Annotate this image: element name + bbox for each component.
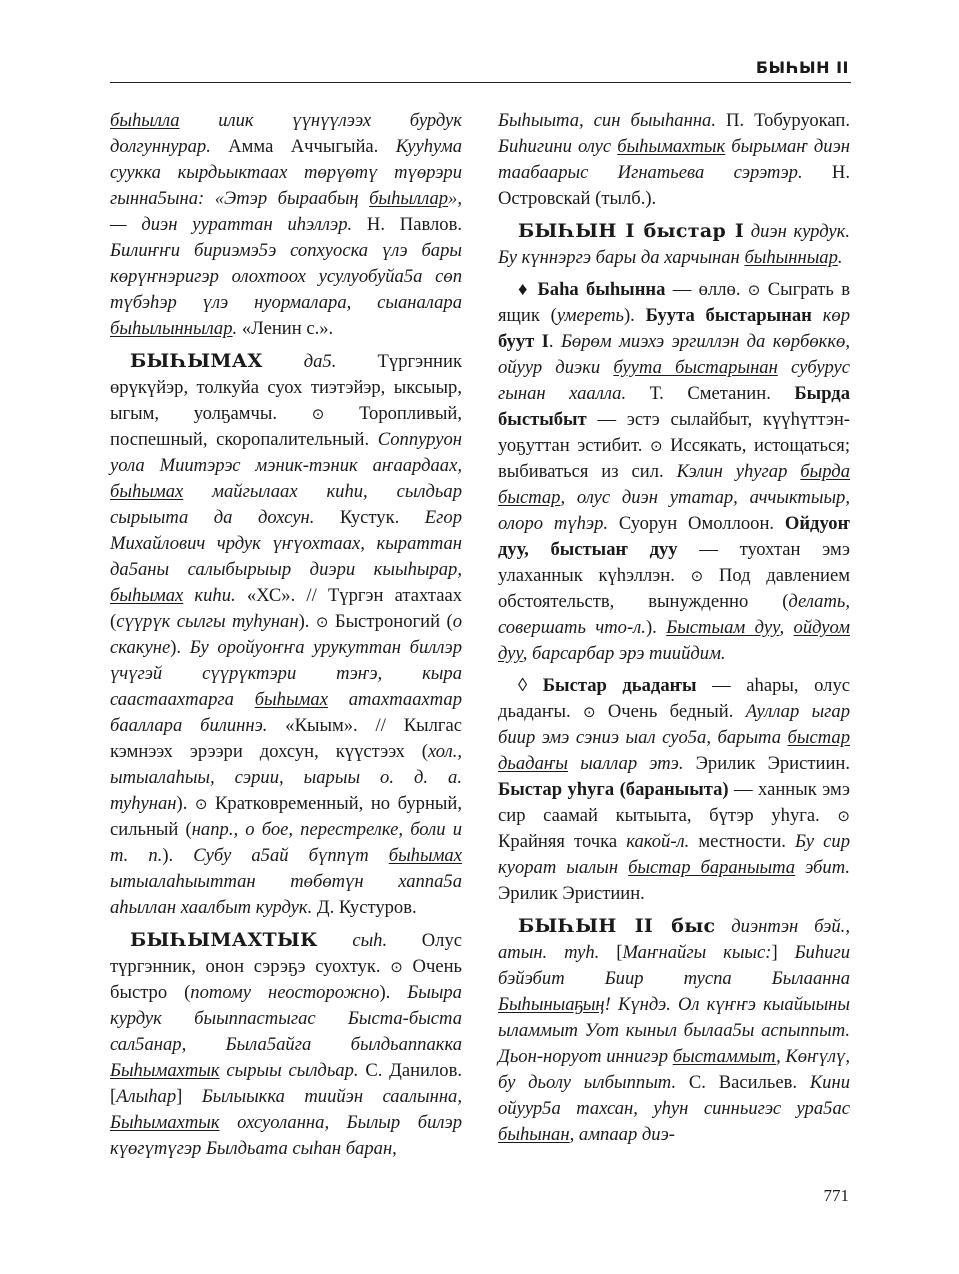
header-rule <box>110 82 851 83</box>
page-number: 771 <box>823 1186 849 1205</box>
dictionary-entry: ◊ Быстар дьадаҥы — аһары, олус дьадаҥы. ⊙ Очень бедный. Ауллар ыгар биир эмэ сэниэ ыал суо5а, барыта быстар дьадаҥы ыаллар этэ. Эрилик Эристиин. Быстар уһуга (бараныыта) — ханнык эмэ сир саамай кытыыта, бүтэр уһуга. ⊙ Крайняя точка какой-л. местности. Бу сир куорат ыалын быстар бараныыта эбит. Эрилик Эристиин. <box>498 675 851 904</box>
dictionary-entry: Быһыыта, син быыһанна. П. Тобуруокап. Биһигини олус быһымахтык бырымаҥ диэн таабаарыс Игнатьева сэрэтэр. Н. Островскай (тылб.). <box>498 110 850 209</box>
left-column <box>110 108 462 1168</box>
dictionary-entry: БЫҺЫМАХТЫК сыһ. Олус түргэнник, онон сэрэҕэ суохтук. ⊙ Очень быстро (потому неосторожно). Быыра курдук быыппастыгас Быста-быста сал5анар, Была5айга былдьаппакка Быһымахтык сырыы сылдьар. С. Данилов. [Алыһар] Былыыкка тиийэн саалынна, Быһымахтык охсуоланна, Былыр билэр күөгүтүгэр Былдьата сыһан баран, <box>110 929 462 1159</box>
dictionary-entry: ♦ Баһа быһынна — өллө. ⊙ Сыграть в ящик (умереть). Буута быстарынан көр буут I. Бөрөм миэхэ эргиллэн да көрбөккө, ойуур диэки буута быстарынан субурус гынан хаалла. Т. Сметанин. Бырда быстыбыт — эстэ сылайбыт, күүһүттэн-уоҕуттан эстибит. ⊙ Иссякать, истощаться; выбиваться из сил. Кэлин уһугар бырда быстар, олус диэн утатар, аччыктыыр, олоро түһэр. Суорун Омоллоон. Ойдуоҥ дуу, быстыаҥ дуу — туохтан эмэ улаханнык күһэллэн. ⊙ Под давлением обстоятельств, вынужденно (делать, совершать что-л.). Быстыам дуу, ойдуом дуу, барсарбар эрэ тиийдим. <box>498 279 851 664</box>
running-head: БЫҺЫН II <box>755 58 849 77</box>
right-column <box>498 108 850 1154</box>
dictionary-entry: БЫҺЫН II быс диэнтэн бэй., атын. туһ. [Маҥнайгы кыыс:] Биһиги бэйэбит Биир туспа Былаанна Быһыныаҕың! Күндэ. Ол күҥҥэ кыайыыны ыламмыт Уот кыныл былаа5ы аспыппыт. Дьон-норуот иннигэр быстаммыт, Көҥүлү, бу дьолу ылбыппыт. С. Васильев. Кини ойуур5а тахсан, уһун синньигэс ура5ас быһынан, ампаар диэ- <box>498 915 851 1145</box>
dictionary-entry: быһылла илик үүнүүлээх бурдук долгуннурар. Амма Аччыгыйа. Кууһума суукка кырдьыктаах төрүөтү түөрэри гынна5ына: «Этэр быраабың быһыллар», — диэн уураттан иһэллэр. Н. Павлов. Билиҥҥи бириэмэ5э сопхуоска үлэ бары көрүҥнэригэр олохтоох усулуобуйа5а сөп түбэһэр үлэ нуормалара, сыаналара быһылыннылар. «Ленин с.». <box>110 110 463 339</box>
dictionary-entry: БЫҺЫМАХ да5. Түргэнник өрүкүйэр, толкуйа суох тиэтэйэр, ыксыыр, ыгым, уолҕамчы. ⊙ Торопливый, поспешный, скоропалительный. Соппуруон уола Миитэрэс мэник-тэник аҥаардаах, быһымах майгылаах киһи, сылдьар сырыыта да дохсун. Кустук. Егор Михайлович чрдук үҥүохтаах, кыраттан да5аны салыбырыыр диэри кыыһырар, быһымах киһи. «ХС». // Түргэн атахтаах (сүүрүк сылгы туһунан). ⊙ Быстроногий (о скакуне). Бу оройуоҥҥа урукуттан биллэр үчүгэй сүүрүктэри тэҥэ, кыра саастаахтарга быһымах атахтаахтар бааллара билиннэ. «Кыым». // Кылгас кэмнээх эрээри дохсун, күүстээх (хол., ытыалаһыы, сэрии, ыарыы о. д. а. туһунан). ⊙ Кратковременный, но бурный, сильный (напр., о бое, перестрелке, боли и т. п.). Субу а5ай бүппүт быһымах ытыалаһыыттан төбөтүн хаппа5а аһыллан хаалбыт курдук. Д. Кустуров. <box>110 350 463 918</box>
dictionary-entry: БЫҺЫН I быстар I диэн курдук. Бу күннэргэ бары да харчынан быһынныар. <box>498 220 850 268</box>
